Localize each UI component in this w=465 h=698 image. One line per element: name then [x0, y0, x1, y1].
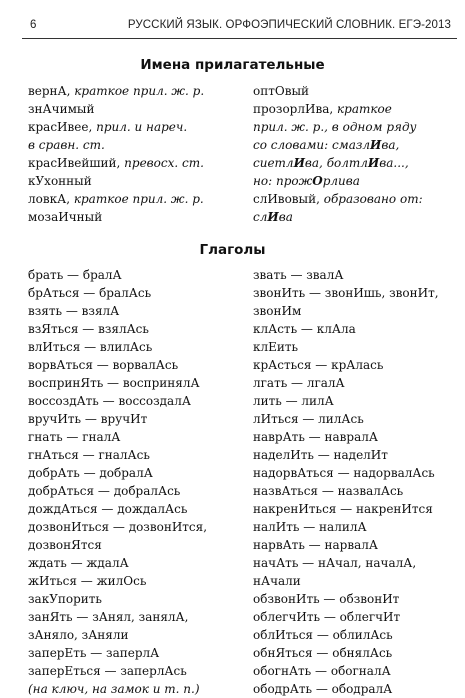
entry-text: дозвонЯтся	[28, 538, 102, 552]
entry-text: брать — бралА	[28, 268, 122, 282]
dictionary-entry-line	[253, 266, 439, 284]
entry-text: добрАться — добралАсь	[28, 484, 181, 498]
entry-text: нАчали	[253, 574, 301, 588]
entry-text: слИвовый,	[253, 192, 324, 206]
section-title-adjectives: Имена прилагательные	[140, 57, 325, 73]
dictionary-entry-line	[28, 590, 207, 608]
entry-text: зАняло, зАняли	[28, 628, 129, 642]
entry-text: воспринЯть — воспринялА	[28, 376, 200, 390]
entry-text: в сравн. ст.	[28, 138, 105, 152]
dictionary-entry-line	[253, 410, 439, 428]
dictionary-entry-line	[28, 464, 207, 482]
entry-text: образовано от:	[323, 192, 423, 206]
entry-text: начАть — нАчал, началА,	[253, 556, 417, 570]
entry-text: краткое	[336, 102, 392, 116]
entry-text: И	[293, 156, 305, 170]
dictionary-entry-line	[28, 190, 204, 208]
dictionary-entry-line	[28, 482, 207, 500]
adjectives-right-column	[253, 82, 423, 226]
entry-text: звать — звалА	[253, 268, 344, 282]
entry-text: закУпорить	[28, 592, 102, 606]
dictionary-entry-line	[253, 518, 439, 536]
entry-text: наделИть — наделИт	[253, 448, 388, 462]
dictionary-entry-line	[253, 680, 439, 698]
dictionary-entry-line	[28, 500, 207, 518]
entry-text: ободрАть — ободралА	[253, 682, 393, 696]
dictionary-entry-line	[28, 554, 207, 572]
header-rule	[22, 38, 457, 39]
entry-text: добрАть — добралА	[28, 466, 153, 480]
dictionary-entry-line	[253, 100, 423, 118]
entry-text: нарвАть — нарвалА	[253, 538, 378, 552]
dictionary-entry-line	[253, 608, 439, 626]
dictionary-entry-line	[28, 208, 204, 226]
entry-text: надорвАться — надорвалАсь	[253, 466, 435, 480]
entry-text: оптОвый	[253, 84, 310, 98]
entry-text: клАсть — клАла	[253, 322, 356, 336]
entry-text: И	[267, 210, 279, 224]
dictionary-entry-line	[253, 374, 439, 392]
running-title: РУССКИЙ ЯЗЫК. ОРФОЭПИЧЕСКИЙ СЛОВНИК. ЕГЭ-2013	[127, 19, 451, 31]
entry-text: О	[312, 174, 323, 188]
entry-text: обнЯться — обнялАсь	[253, 646, 393, 660]
entry-text: но: прож	[253, 174, 313, 188]
dictionary-entry-line	[253, 82, 423, 100]
dictionary-entry-line	[253, 590, 439, 608]
entry-text: занЯть — зАнял, занялА,	[28, 610, 189, 624]
dictionary-entry-line	[253, 118, 423, 136]
dictionary-entry-line	[28, 626, 207, 644]
entry-text: гнать — гналА	[28, 430, 121, 444]
entry-text: взять — взялА	[28, 304, 120, 318]
entry-text: дозвонИться — дозвонИтся,	[28, 520, 208, 534]
entry-text: заперЕться — заперлАсь	[28, 664, 187, 678]
entry-text: сuетл	[253, 156, 294, 170]
dictionary-entry-line	[28, 320, 207, 338]
dictionary-entry-line	[28, 154, 204, 172]
entry-text: лгать — лгалА	[253, 376, 345, 390]
entry-text: ва	[278, 210, 293, 224]
entry-text: крАсться — крАлась	[253, 358, 384, 372]
dictionary-entry-line	[253, 392, 439, 410]
entry-text: рлива	[322, 174, 360, 188]
dictionary-entry-line	[28, 374, 207, 392]
entry-text: ждать — ждалА	[28, 556, 129, 570]
entry-text: И	[370, 138, 382, 152]
dictionary-entry-line	[253, 662, 439, 680]
dictionary-entry-line	[28, 518, 207, 536]
entry-text: обогнАть — обогналА	[253, 664, 391, 678]
entry-text: облИться — облилАсь	[253, 628, 393, 642]
dictionary-entry-line	[253, 284, 439, 302]
dictionary-entry-line	[253, 464, 439, 482]
dictionary-entry-line	[28, 118, 204, 136]
dictionary-entry-line	[253, 482, 439, 500]
dictionary-entry-line	[28, 356, 207, 374]
dictionary-entry-line	[28, 572, 207, 590]
entry-text: обзвонИть — обзвонИт	[253, 592, 400, 606]
dictionary-entry-line	[253, 172, 423, 190]
page-number: 6	[30, 19, 37, 31]
entry-text: прил. и нареч.	[96, 120, 188, 134]
entry-text: красИвейший,	[28, 156, 125, 170]
entry-text: лить — лилА	[253, 394, 334, 408]
entry-text: звонИть — звонИшь, звонИт,	[253, 286, 439, 300]
verbs-left-column	[28, 266, 207, 698]
dictionary-entry-line	[253, 154, 423, 172]
entry-text: со словами: смазл	[253, 138, 371, 152]
entry-text: воссоздАть — воссоздалА	[28, 394, 191, 408]
dictionary-entry-line	[253, 190, 423, 208]
entry-text: лИться — лилАсь	[253, 412, 364, 426]
dictionary-entry-line	[28, 428, 207, 446]
entry-text: наврАть — навралА	[253, 430, 378, 444]
entry-text: взЯться — взялАсь	[28, 322, 149, 336]
dictionary-entry-line	[253, 356, 439, 374]
entry-text: прил. ж. р., в одном ряду	[253, 120, 417, 134]
dictionary-entry-line	[253, 428, 439, 446]
dictionary-entry-line	[253, 136, 423, 154]
dictionary-entry-line	[253, 536, 439, 554]
dictionary-entry-line	[28, 608, 207, 626]
verbs-right-column	[253, 266, 439, 698]
entry-text: ва...,	[379, 156, 409, 170]
entry-text: ловкА,	[28, 192, 74, 206]
entry-text: ва, болтл	[304, 156, 368, 170]
dictionary-entry-line	[28, 662, 207, 680]
entry-text: И	[367, 156, 380, 170]
dictionary-entry-line	[28, 82, 204, 100]
dictionary-entry-line	[28, 446, 207, 464]
entry-text: гнАться — гналАсь	[28, 448, 150, 462]
entry-text: брАться — бралАсь	[28, 286, 152, 300]
entry-text: прозорлИва,	[253, 102, 337, 116]
adjectives-left-column	[28, 82, 204, 226]
page-header	[22, 15, 455, 37]
entry-text: знАчимый	[28, 102, 95, 116]
dictionary-entry-line	[28, 680, 207, 698]
entry-text: накренИться — накренИтся	[253, 502, 433, 516]
entry-text: превосх. ст.	[124, 156, 204, 170]
entry-text: краткое прил. ж. р.	[74, 84, 205, 98]
entry-text: налИть — налилА	[253, 520, 367, 534]
dictionary-entry-line	[253, 302, 439, 320]
entry-text: сл	[253, 210, 268, 224]
entry-text: облегчИть — облегчИт	[253, 610, 401, 624]
dictionary-entry-line	[28, 536, 207, 554]
entry-text: мозаИчный	[28, 210, 103, 224]
dictionary-entry-line	[253, 446, 439, 464]
entry-text: звонИм	[253, 304, 302, 318]
dictionary-entry-line	[253, 572, 439, 590]
dictionary-entry-line	[253, 500, 439, 518]
entry-text: дождАться — дождалАсь	[28, 502, 188, 516]
dictionary-entry-line	[28, 136, 204, 154]
dictionary-entry-line	[253, 320, 439, 338]
dictionary-entry-line	[28, 410, 207, 428]
entry-text: жИться — жилОсь	[28, 574, 147, 588]
dictionary-entry-line	[28, 392, 207, 410]
dictionary-entry-line	[253, 338, 439, 356]
section-title-verbs: Глаголы	[199, 242, 266, 258]
entry-text: клЕить	[253, 340, 299, 354]
dictionary-entry-line	[28, 644, 207, 662]
entry-text: (на ключ, на замок и т. п.)	[28, 682, 200, 696]
entry-text: вручИть — вручИт	[28, 412, 148, 426]
entry-text: вернА,	[28, 84, 75, 98]
dictionary-entry-line	[28, 172, 204, 190]
dictionary-entry-line	[253, 208, 423, 226]
dictionary-entry-line	[253, 644, 439, 662]
entry-text: кУхонный	[28, 174, 92, 188]
entry-text: ворвАться — ворвалАсь	[28, 358, 179, 372]
dictionary-entry-line	[28, 284, 207, 302]
entry-text: влИться — влилАсь	[28, 340, 153, 354]
dictionary-entry-line	[28, 302, 207, 320]
dictionary-entry-line	[28, 338, 207, 356]
dictionary-entry-line	[253, 554, 439, 572]
dictionary-entry-line	[28, 266, 207, 284]
dictionary-entry-line	[28, 100, 204, 118]
entry-text: заперЕть — заперлА	[28, 646, 160, 660]
entry-text: красИвее,	[28, 120, 97, 134]
entry-text: ва,	[381, 138, 400, 152]
entry-text: краткое прил. ж. р.	[73, 192, 204, 206]
entry-text: назвАться — назвалАсь	[253, 484, 404, 498]
dictionary-entry-line	[253, 626, 439, 644]
